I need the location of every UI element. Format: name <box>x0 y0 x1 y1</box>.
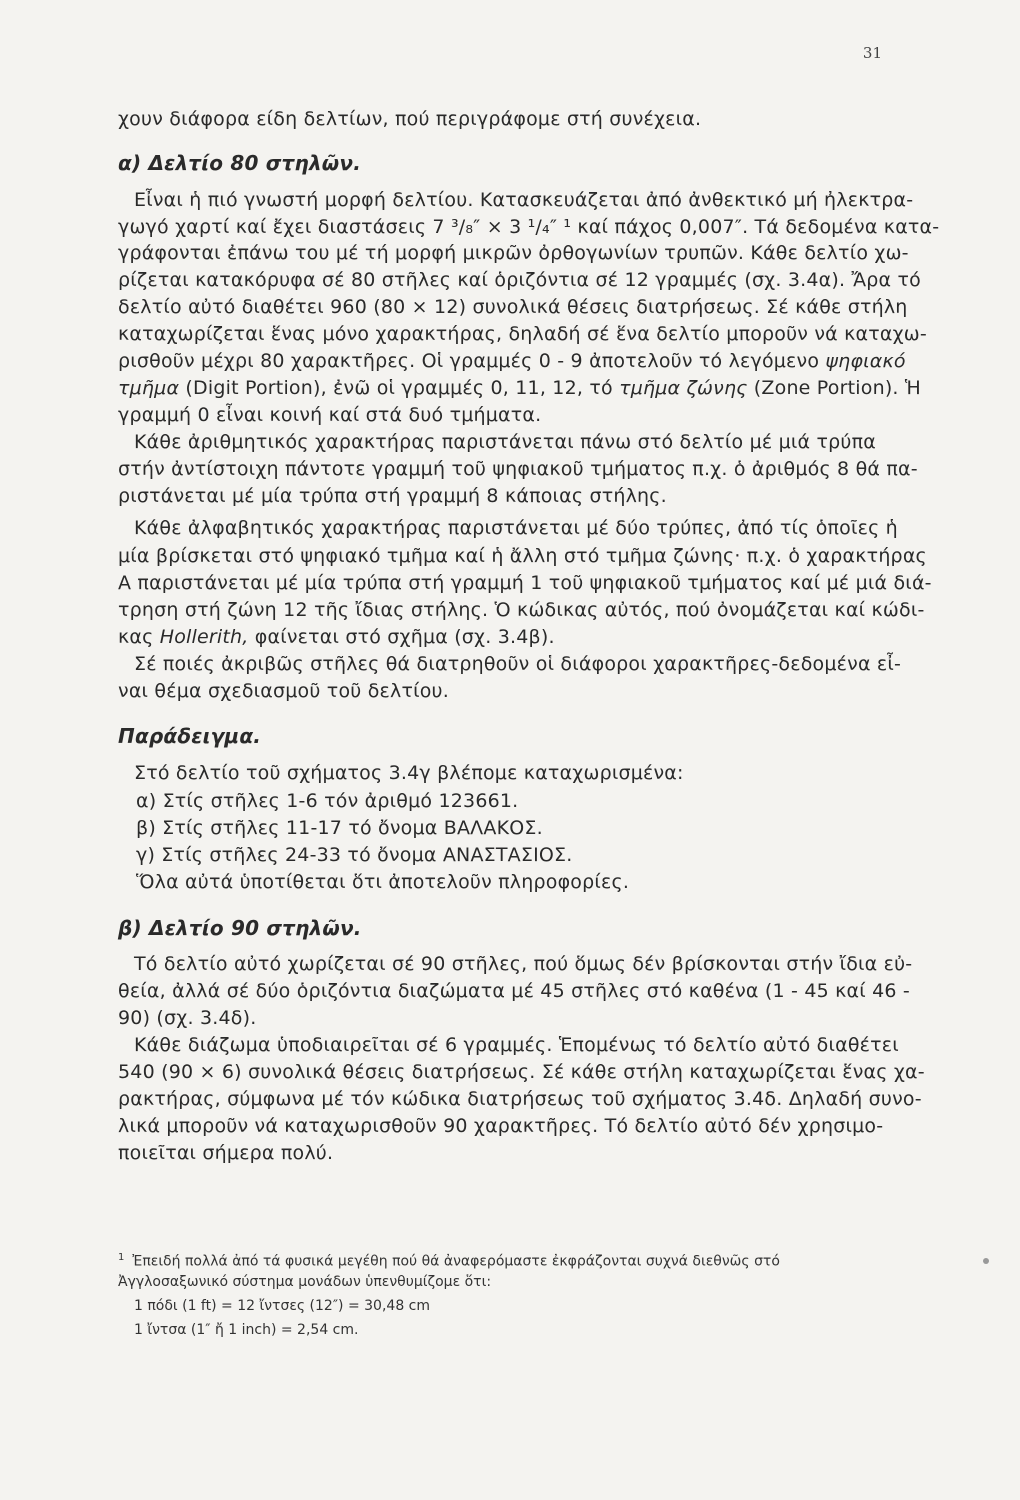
text-line: τμῆμα (Digit Portion), ἐνῶ οἱ γραμμές 0, 11, 12, τό τμῆμα ζώνης (Zone Portion). Ἡ <box>118 377 921 399</box>
text-line: θεία, ἀλλά σέ δύο ὁριζόντια διαζώματα μέ 45 στῆλες στό καθένα (1 - 45 καί 46 - <box>118 980 910 1002</box>
text-line: γραμμή 0 εἶναι κοινή καί στά δυό τμήματα. <box>118 404 542 426</box>
text-line: καταχωρίζεται ἕνας μόνο χαρακτήρας, δηλαδή σέ ἕνα δελτίο μποροῦν νά καταχω- <box>118 323 927 345</box>
text-line: 540 (90 × 6) συνολικά θέσεις διατρήσεως. Σέ κάθε στήλη καταχωρίζεται ἕνας χα- <box>118 1061 925 1083</box>
footnote-line: 1 πόδι (1 ft) = 12 ἴντσες (12″) = 30,48 cm <box>134 1298 431 1314</box>
text-line: γράφονται ἐπάνω του μέ τή μορφή μικρῶν ὀρθογωνίων τρυπῶν. Κάθε δελτίο χω- <box>118 242 909 264</box>
text-line: τρηση στή ζώνη 12 τῆς ἴδιας στήλης. Ὁ κώδικας αὐτός, πού ὀνομάζεται καί κώδι- <box>118 599 925 621</box>
text-line: ποιεῖται σήμερα πολύ. <box>118 1142 334 1164</box>
text-line: Σέ ποιές ἀκριβῶς στῆλες θά διατρηθοῦν οἱ διάφοροι χαρακτῆρες-δεδομένα εἶ- <box>134 653 902 675</box>
footnote-line: $^1$ Ἐπειδή πολλά ἀπό τά φυσικά μεγέθη πού θά ἀναφερόμαστε ἐκφράζονται συχνά διεθνῶς στό <box>118 1252 780 1270</box>
section-heading-90-columns: β) Δελτίο 90 στηλῶν. <box>118 916 362 940</box>
text-line: Α παριστάνεται μέ μία τρύπα στή γραμμή 1 τοῦ ψηφιακοῦ τμήματος καί μέ μιά διά- <box>118 572 932 594</box>
text-line: δελτίο αὐτό διαθέτει 960 (80 × 12) συνολικά θέσεις διατρήσεως. Σέ κάθε στήλη <box>118 296 908 318</box>
list-item: γ) Στίς στῆλες 24-33 τό ὄνομα ΑΝΑΣΤΑΣΙΟΣ. <box>136 844 573 866</box>
footnote-mark: 1 <box>118 1252 125 1263</box>
margin-dot <box>983 1258 989 1264</box>
footnote-line: Ἀγγλοσαξωνικό σύστημα μονάδων ὑπενθυμίζομε ὅτι: <box>118 1274 492 1290</box>
text-line: κας Hollerith, φαίνεται στό σχῆμα (σχ. 3.4β). <box>118 626 555 648</box>
text-line: Τό δελτίο αὐτό χωρίζεται σέ 90 στῆλες, πού ὅμως δέν βρίσκονται στήν ἴδια εὐ- <box>134 953 913 975</box>
example-heading: Παράδειγμα. <box>118 724 262 748</box>
list-item: α) Στίς στῆλες 1-6 τόν ἀριθμό 123661. <box>136 790 519 812</box>
text-line: ριστάνεται μέ μία τρύπα στή γραμμή 8 κάποιας στήλης. <box>118 485 667 507</box>
text-line: στήν ἀντίστοιχη πάντοτε γραμμή τοῦ ψηφιακοῦ τμήματος π.χ. ὁ ἀριθμός 8 θά πα- <box>118 458 918 480</box>
text-line: Κάθε διάζωμα ὑποδιαιρεῖται σέ 6 γραμμές. Ἑπομένως τό δελτίο αὐτό διαθέτει <box>134 1034 899 1056</box>
text-line: χουν διάφορα είδη δελτίων, πού περιγράφομε στή συνέχεια. <box>118 108 702 130</box>
text-line: 90) (σχ. 3.4δ). <box>118 1007 257 1029</box>
section-heading-80-columns: α) Δελτίο 80 στηλῶν. <box>118 151 362 175</box>
text-line: Ὅλα αὐτά ὑποτίθεται ὅτι ἀποτελοῦν πληροφορίες. <box>136 871 630 893</box>
text-line: Στό δελτίο τοῦ σχήματος 3.4γ βλέπομε καταχωρισμένα: <box>134 762 684 784</box>
text-line: ρισθοῦν μέχρι 80 χαρακτῆρες. Οἱ γραμμές 0 - 9 ἀποτελοῦν τό λεγόμενο ψηφιακό <box>118 350 906 372</box>
text-line: Κάθε ἀριθμητικός χαρακτήρας παριστάνεται πάνω στό δελτίο μέ μιά τρύπα <box>134 431 876 453</box>
text-line: μία βρίσκεται στό ψηφιακό τμῆμα καί ἡ ἄλλη στό τμῆμα ζώνης· π.χ. ὁ χαρακτήρας <box>118 545 927 567</box>
text-line: Κάθε ἀλφαβητικός χαρακτήρας παριστάνεται μέ δύο τρύπες, ἀπό τίς ὁποῖες ἡ <box>134 517 898 539</box>
footnote-line: 1 ἴντσα (1″ ἤ 1 inch) = 2,54 cm. <box>134 1322 359 1338</box>
page-number: 31 <box>862 44 882 62</box>
text-line: ρακτήρας, σύμφωνα μέ τόν κώδικα διατρήσεως τοῦ σχήματος 3.4δ. Δηλαδή συνο- <box>118 1088 922 1110</box>
list-item: β) Στίς στῆλες 11-17 τό ὄνομα ΒΑΛΑΚΟΣ. <box>136 817 543 839</box>
text-line: Εἶναι ἡ πιό γνωστή μορφή δελτίου. Κατασκευάζεται ἀπό ἀνθεκτικό μή ἠλεκτρα- <box>134 189 914 211</box>
text-line: γωγό χαρτί καί ἔχει διαστάσεις 7 ³/₈″ × 3 ¹/₄″ ¹ καί πάχος 0,007″. Τά δεδομένα κατα- <box>118 216 940 238</box>
text-line: ρίζεται κατακόρυφα σέ 80 στῆλες καί ὁριζόντια σέ 12 γραμμές (σχ. 3.4α). Ἄρα τό <box>118 269 921 291</box>
text-line: ναι θέμα σχεδιασμοῦ τοῦ δελτίου. <box>118 680 449 702</box>
text-line: λικά μποροῦν νά καταχωρισθοῦν 90 χαρακτῆρες. Τό δελτίο αὐτό δέν χρησιμο- <box>118 1115 884 1137</box>
